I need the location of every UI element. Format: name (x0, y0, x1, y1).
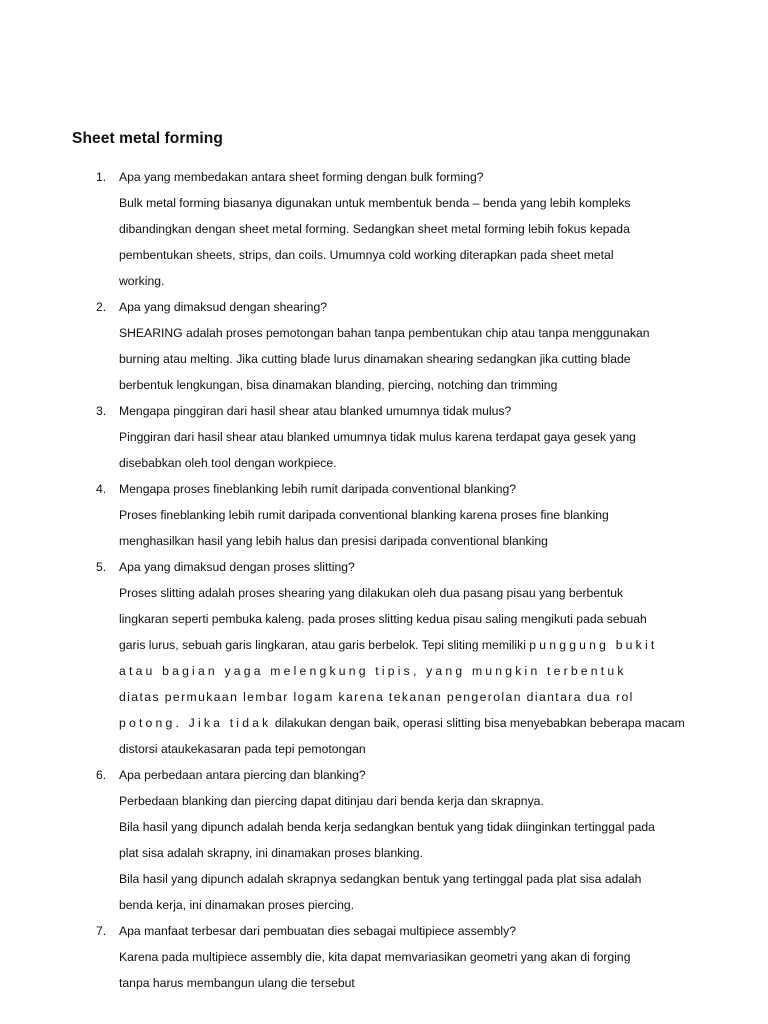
question-list (96, 164, 696, 996)
item-number: 4. (96, 482, 107, 496)
item-number: 7. (96, 924, 107, 938)
answer-line: Proses fineblanking lebih rumit daripada conventional blanking karena proses fine blanking (119, 508, 609, 522)
answer-line: burning atau melting. Jika cutting blade lurus dinamakan shearing sedangkan jika cutting blade (119, 352, 631, 366)
answer-line: Proses slitting adalah proses shearing yang dilakukan oleh dua pasang pisau yang berbentuk (119, 586, 624, 600)
spaced-text: potong. Jika tidak (119, 716, 272, 730)
answer-line: Perbedaan blanking dan piercing dapat ditinjau dari benda kerja dan skrapnya. (119, 794, 544, 808)
answer-line: disebabkan oleh tool dengan workpiece. (119, 456, 337, 470)
item-number: 6. (96, 768, 107, 782)
answer-line: berbentuk lengkungan, bisa dinamakan blanding, piercing, notching dan trimming (119, 378, 558, 392)
answer-text: garis lurus, sebuah garis lingkaran, atau garis berbelok. Tepi sliting memiliki (119, 638, 530, 652)
answer-line: Bila hasil yang dipunch adalah skrapnya sedangkan bentuk yang tertinggal pada plat sisa adalah (119, 872, 642, 886)
list-item (96, 294, 696, 398)
list-item (96, 476, 696, 554)
answer-line: dibandingkan dengan sheet metal forming. Sedangkan sheet metal forming lebih fokus kepada (119, 222, 630, 236)
list-item (96, 918, 696, 996)
answer-line: distorsi ataukekasaran pada tepi pemotongan (119, 742, 366, 756)
answer-line: lingkaran seperti pembuka kaleng. pada proses slitting kedua pisau saling mengikuti pada sebuah (119, 612, 647, 626)
answer-line: working. (119, 274, 165, 288)
answer-text: dilakukan dengan baik, operasi slitting bisa menyebabkan beberapa macam (271, 716, 685, 730)
answer-line (119, 710, 696, 736)
list-item (96, 762, 696, 918)
spaced-text: punggung bukit (529, 638, 658, 652)
question-text: Apa yang dimaksud dengan proses slitting? (119, 560, 355, 574)
answer-line: benda kerja, ini dinamakan proses piercing. (119, 898, 355, 912)
item-number: 2. (96, 300, 107, 314)
answer-line: atau bagian yaga melengkung tipis, yang mungkin terbentuk (119, 664, 627, 678)
answer-line: diatas permukaan lembar logam karena tekanan pengerolan diantara dua rol (119, 690, 634, 704)
question-text: Apa yang membedakan antara sheet forming dengan bulk forming? (119, 170, 484, 184)
answer-line: Pinggiran dari hasil shear atau blanked umumnya tidak mulus karena terdapat gaya gesek yang (119, 430, 636, 444)
item-number: 5. (96, 560, 107, 574)
list-item (96, 398, 696, 476)
document-title: Sheet metal forming (72, 130, 223, 147)
answer-line: Karena pada multipiece assembly die, kita dapat memvariasikan geometri yang akan di forging (119, 950, 631, 964)
answer-line: menghasilkan hasil yang lebih halus dan presisi daripada conventional blanking (119, 534, 548, 548)
question-text: Mengapa pinggiran dari hasil shear atau blanked umumnya tidak mulus? (119, 404, 512, 418)
answer-line: Bila hasil yang dipunch adalah benda kerja sedangkan bentuk yang tidak diinginkan tertinggal pada (119, 820, 655, 834)
list-item (96, 164, 696, 294)
answer-line: plat sisa adalah skrapny, ini dinamakan proses blanking. (119, 846, 423, 860)
item-number: 3. (96, 404, 107, 418)
answer-line: tanpa harus membangun ulang die tersebut (119, 976, 355, 990)
answer-line (119, 632, 696, 658)
answer-line: SHEARING adalah proses pemotongan bahan tanpa pembentukan chip atau tanpa menggunakan (119, 326, 650, 340)
question-text: Apa manfaat terbesar dari pembuatan dies sebagai multipiece assembly? (119, 924, 516, 938)
question-text: Apa yang dimaksud dengan shearing? (119, 300, 328, 314)
answer-line: pembentukan sheets, strips, dan coils. Umumnya cold working diterapkan pada sheet metal (119, 248, 614, 262)
item-number: 1. (96, 170, 107, 184)
answer-line: Bulk metal forming biasanya digunakan untuk membentuk benda – benda yang lebih kompleks (119, 196, 631, 210)
question-text: Apa perbedaan antara piercing dan blanking? (119, 768, 366, 782)
question-text: Mengapa proses fineblanking lebih rumit daripada conventional blanking? (119, 482, 517, 496)
list-item (96, 554, 696, 762)
